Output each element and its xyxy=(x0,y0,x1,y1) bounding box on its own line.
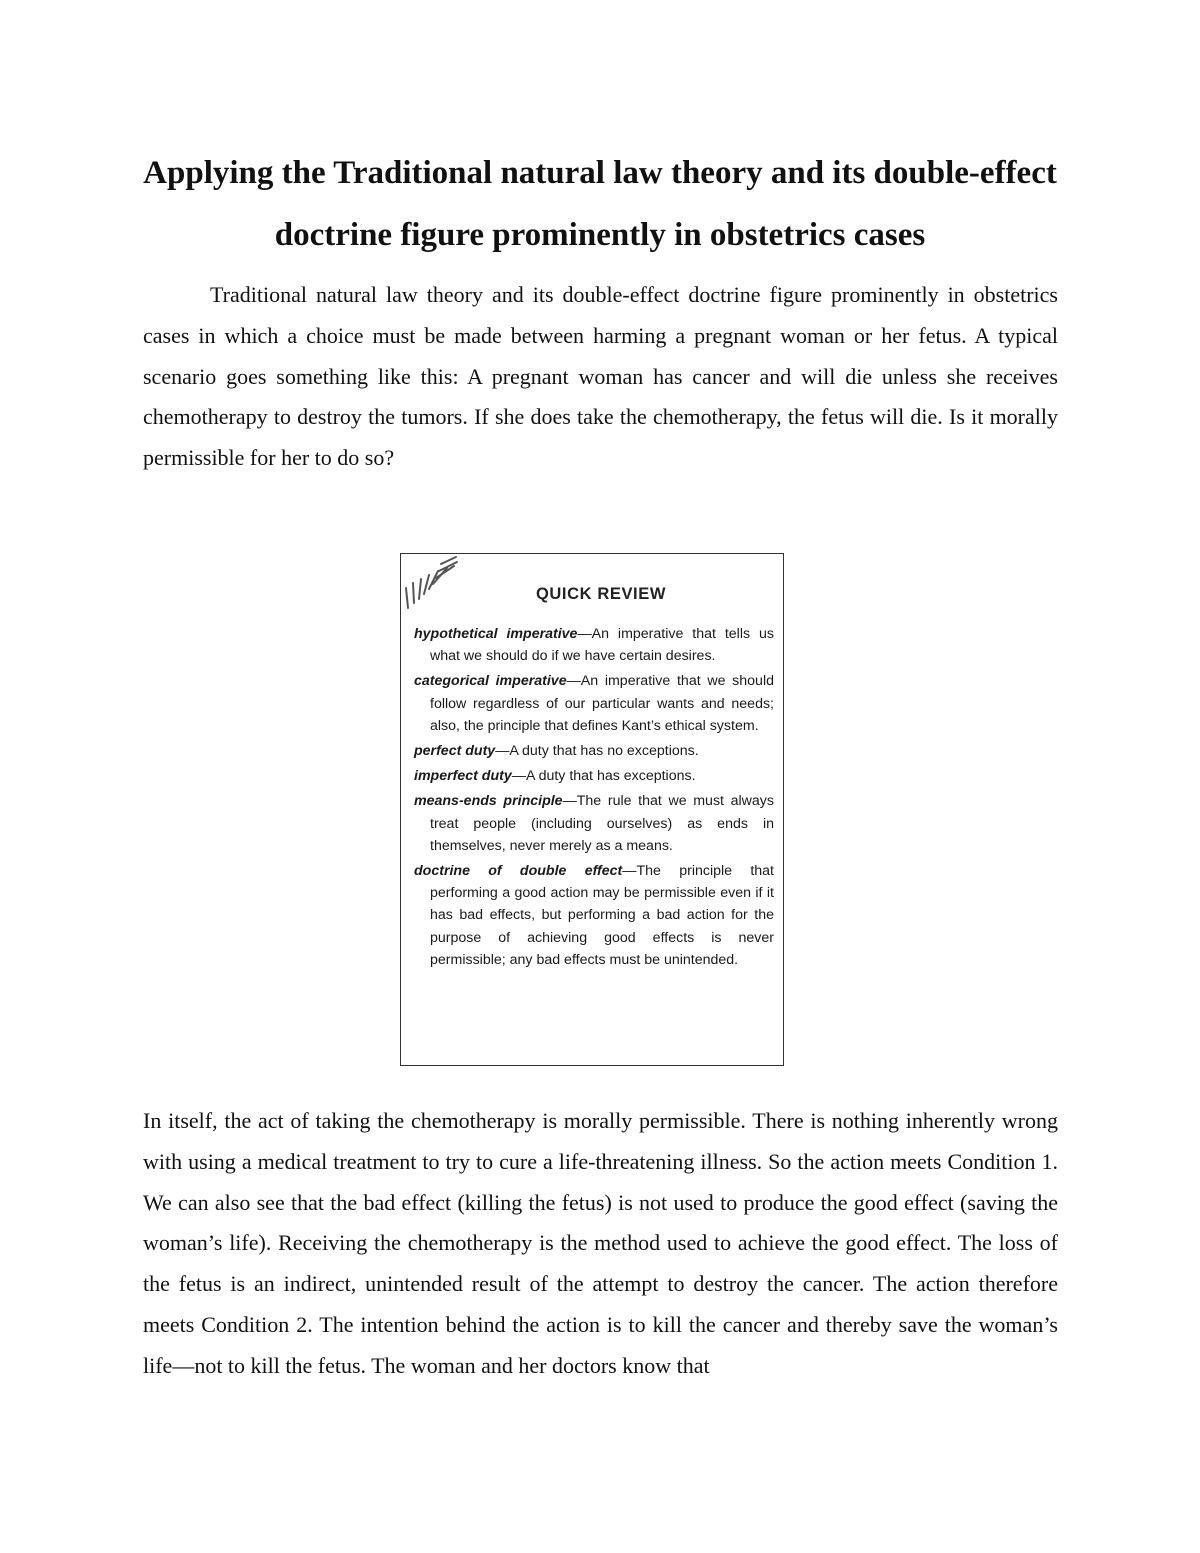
review-term: categorical imperative xyxy=(414,673,567,690)
review-item-means-ends-principle xyxy=(414,790,774,857)
review-definition: —An imperative that tells us what we should do if we have certain desires. xyxy=(430,626,774,665)
intro-paragraph: Traditional natural law theory and its double-effect doctrine figure prominently in obstetrics cases in which a choice must be made between harming a pregnant woman or her fetus. A typical scenario goes something like this: A pregnant woman has cancer and will die unless she receives chemotherapy to destroy the tumors. If she does take the chemotherapy, the fetus will die. Is it morally permissible for her to do so? xyxy=(143,282,1058,471)
analysis-paragraph: In itself, the act of taking the chemotherapy is morally permissible. There is nothing inherently wrong with using a medical treatment to try to cure a life-threatening illness. So the action meets Condition 1. We can also see that the bad effect (killing the fetus) is not used to produce the good effect (saving the woman’s life). Receiving the chemotherapy is the method used to achieve the good effect. The loss of the fetus is an indirect, unintended result of the attempt to destroy the cancer. The action therefore meets Condition 2. The intention behind the action is to kill the cancer and thereby save the woman’s life—not to kill the fetus. The woman and her doctors know that xyxy=(143,1108,1058,1378)
quick-review-heading: QUICK REVIEW xyxy=(535,585,667,603)
review-definition: —The principle that performing a good action may be permissible even if it has bad effects, but performing a bad action for the purpose of achieving good effects is never permissible; any bad effects must be unintended. xyxy=(430,863,774,968)
review-term: imperfect duty xyxy=(414,768,512,785)
review-item-imperfect-duty xyxy=(414,765,774,787)
review-definition: —An imperative that we should follow regardless of our particular wants and needs; also, the principle that defines Kant’s ethical system. xyxy=(430,673,774,734)
review-definition: —The rule that we must always treat people (including ourselves) as ends in themselves, never merely as a means. xyxy=(430,793,774,854)
review-term: hypothetical imperative xyxy=(414,626,578,642)
quick-review-box xyxy=(400,553,784,1066)
review-item-categorical-imperative xyxy=(414,670,774,737)
review-item-hypothetical-imperative xyxy=(414,623,774,667)
quick-review-list xyxy=(414,623,774,974)
review-item-doctrine-of-double-effect xyxy=(414,860,774,971)
document-title: Applying the Traditional natural law theory and its double-effect doctrine figure prominently in obstetrics cases xyxy=(143,155,1057,253)
review-definition: —A duty that has exceptions. xyxy=(511,768,696,785)
review-term: means-ends principle xyxy=(414,793,563,810)
sunburst-icon xyxy=(401,554,461,614)
review-term: doctrine of double effect xyxy=(414,863,623,880)
review-term: perfect duty xyxy=(414,743,496,760)
review-definition: —A duty that has no exceptions. xyxy=(495,743,699,760)
review-item-perfect-duty xyxy=(414,740,774,762)
